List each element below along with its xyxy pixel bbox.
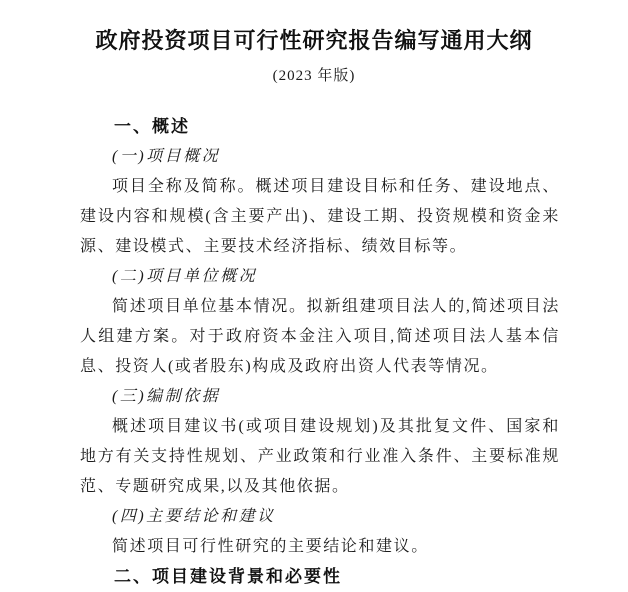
document-title: 政府投资项目可行性研究报告编写通用大纲 [95, 28, 533, 53]
subsection-heading: (四)主要结论和建议 [112, 508, 276, 525]
section-heading: 一、概述 [114, 117, 190, 136]
subsection-heading: (三)编制依据 [112, 388, 221, 405]
subsection-heading: (二)项目单位概况 [112, 268, 258, 285]
body-paragraph: 概述项目建议书(或项目建设规划)及其批复文件、国家和地方有关支持性规划、产业政策和行业准入条件、主要标准规范、专题研究成果,以及其他依据。 [80, 418, 560, 495]
document-edition: (2023 年版) [272, 68, 356, 84]
body-paragraph: 简述项目单位基本情况。拟新组建项目法人的,简述项目法人组建方案。对于政府资本金注入项目,简述项目法人基本信息、投资人(或者股东)构成及政府出资人代表等情况。 [80, 298, 560, 375]
body-paragraph: 简述项目可行性研究的主要结论和建议。 [112, 538, 429, 555]
body-paragraph: 项目全称及简称。概述项目建设目标和任务、建设地点、建设内容和规模(含主要产出)、建设工期、投资规模和资金来源、建设模式、主要技术经济指标、绩效目标等。 [80, 178, 560, 255]
section-heading: 二、项目建设背景和必要性 [114, 567, 342, 586]
document-body [80, 112, 560, 592]
subsection-heading: (一)项目概况 [112, 148, 221, 165]
